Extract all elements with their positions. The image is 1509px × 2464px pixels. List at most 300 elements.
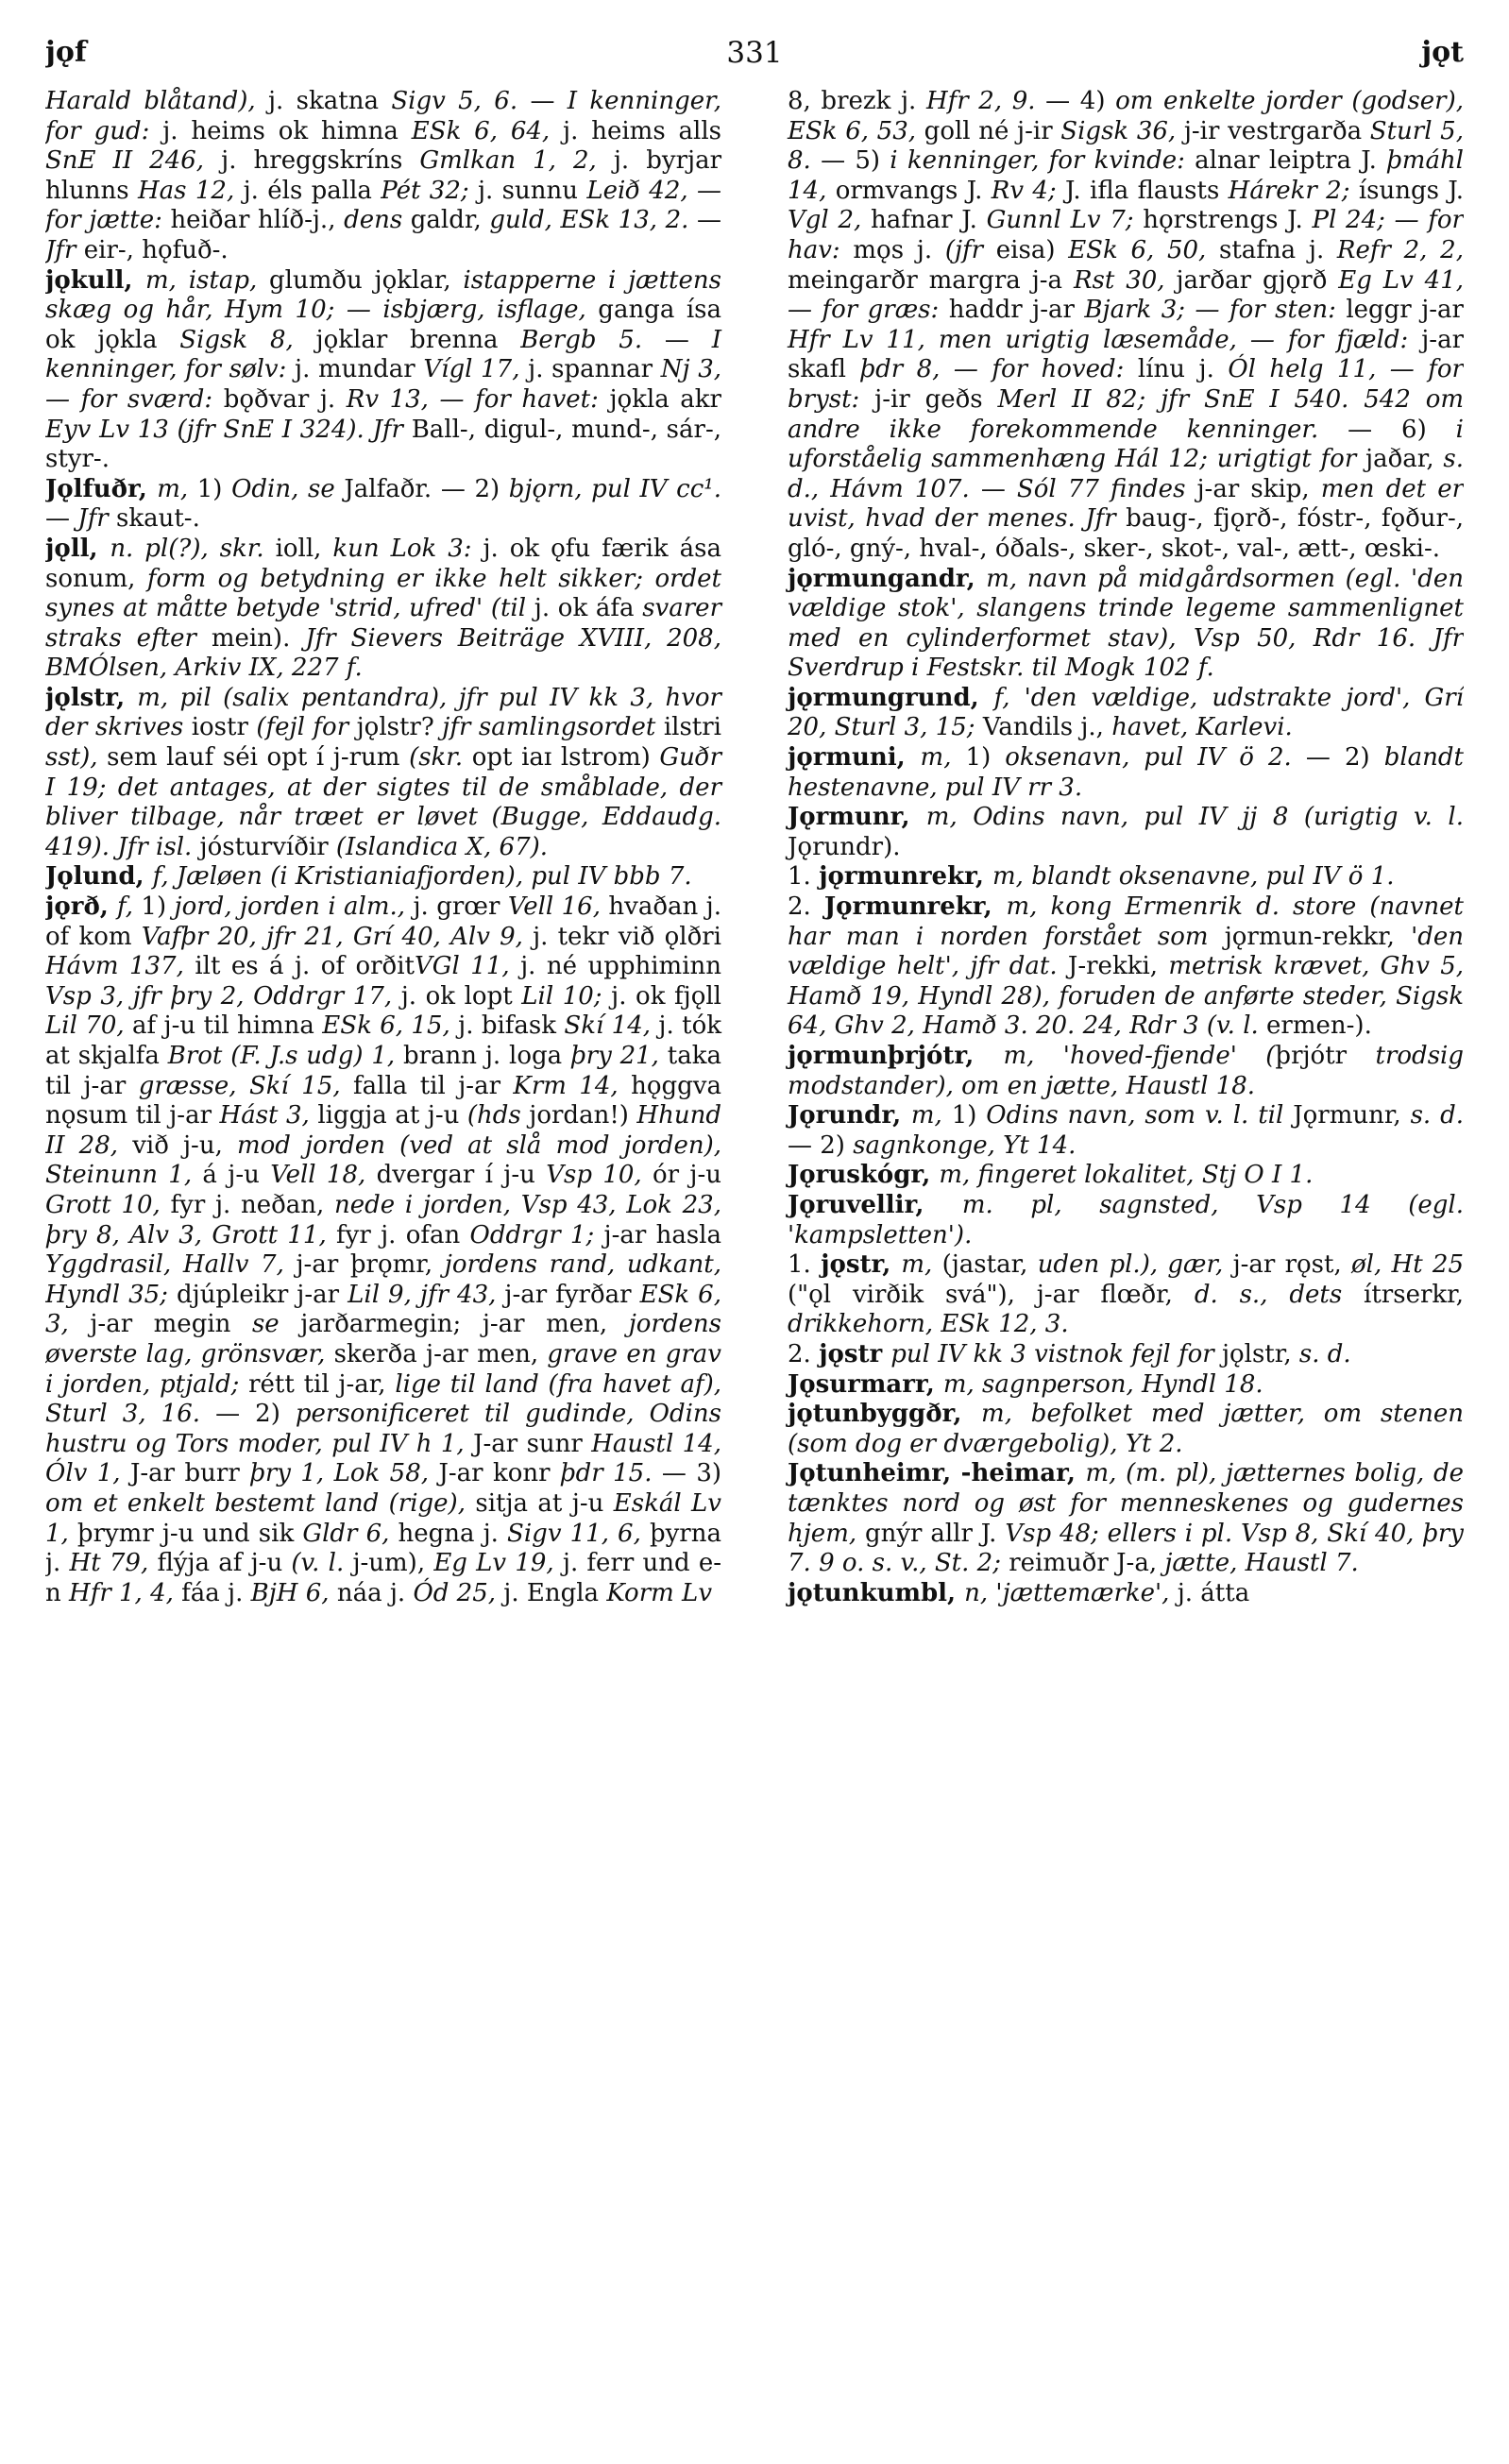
entry-text: Oddrgr 1; (469, 1220, 604, 1249)
entry-text: SnE II 246, (45, 146, 222, 176)
entry-text: drikkehorn, ESk 12, 3. (788, 1310, 1069, 1339)
entry-text: s. d., Hávm 107. (788, 445, 1464, 503)
entry-text: men det er uvist, hvad der menes. Jfr (788, 474, 1464, 534)
entry-text: meingarðr margra j-a (788, 265, 1074, 295)
entry-text: j-ar fyrðar (504, 1280, 640, 1309)
headword: jǫstr (819, 1339, 891, 1368)
dictionary-entry (788, 684, 1464, 743)
entry-text: þyrna j. (45, 1519, 721, 1578)
entry-text: ermen-). (1266, 1011, 1372, 1041)
entry-text: n. pl(?), skr. (110, 534, 276, 563)
entry-text: 1) (196, 474, 232, 503)
entry-text: j-ar megin (90, 1310, 252, 1339)
entry-text: bǫðvar j. (223, 384, 347, 414)
entry-text: þry 1, Lok 58, (249, 1459, 439, 1488)
dictionary-entry (788, 1101, 1464, 1161)
entry-text: j. Engla (503, 1578, 607, 1607)
entry-text: Yggdrasil, Hallv 7, (45, 1250, 297, 1280)
dictionary-entry (788, 1370, 1464, 1401)
headword: Jǫlfuðr, (45, 474, 158, 503)
entry-text: sem lauf séi opt í j-rum (107, 743, 410, 773)
entry-text: BjH 6, (250, 1578, 337, 1607)
entry-text: j-ar skafl (788, 325, 1464, 384)
entry-text: i kenninger, for kvinde: (890, 146, 1195, 176)
entry-text: jaðar, (1365, 445, 1444, 474)
entry-text: m, (901, 1250, 942, 1280)
dictionary-entry (45, 475, 721, 535)
entry-text: Jǫrmunr, (1293, 1101, 1411, 1130)
entry-text: j-ar skip, (1196, 474, 1321, 503)
entry-text: Rst 30, (1073, 265, 1177, 295)
entry-text: ganga ísa ok jǫkla (45, 296, 721, 354)
headword: jǫrmungandr, (788, 564, 987, 593)
entry-text: m. pl, sagnsted, Vsp 14 (egl. 'kampsletten'). (788, 1190, 1464, 1249)
entry-text: bjǫrn, pul IV cc¹. (508, 474, 721, 503)
entry-text: ormvangs J. (835, 176, 992, 205)
entry-text: 1) (965, 743, 1006, 773)
entry-text: Sigsk 36, (1060, 116, 1184, 145)
entry-text: f, Jæløen (i Kristianiafjorden), pul IV bbb 7. (152, 862, 692, 892)
headword: jǫrmuni, (788, 743, 921, 773)
entry-text: Vsp 48; ellers i pl. Vsp 8, Skí 40, þry 7. 9 o. s. v., St. 2; (788, 1519, 1464, 1578)
entry-text: trodsig modstander), om en jætte, Haustl 18. (788, 1042, 1464, 1100)
entry-text: 'den vældige helt', jfr dat. (788, 922, 1464, 981)
entry-text: Rv 4; (991, 176, 1066, 205)
entry-text: j-ir vestrgarða (1183, 116, 1370, 145)
entry-text: glumðu jǫklar, (269, 265, 464, 295)
entry-text: haddr j-ar (948, 296, 1085, 325)
entry-text: ísungs J. (1358, 176, 1464, 205)
dictionary-entry (788, 1191, 1464, 1250)
entry-text: ilt es á j. of orðit (195, 952, 415, 981)
entry-text: Odins navn, som v. l. til (986, 1101, 1294, 1130)
entry-text: j-ir geðs (874, 384, 998, 414)
entry-text: eir-, hǫfuð-. (83, 235, 229, 264)
entry-text: Jfr (45, 235, 84, 264)
entry-text: Hást 3, (219, 1101, 318, 1130)
entry-text: — 2) (1291, 743, 1384, 773)
entry-text: þdr 8, — for hoved: (859, 355, 1138, 384)
entry-text: j. ok lopt (400, 981, 522, 1011)
entry-text: Hfr Lv 11, men urigtig læsemåde, — for fjæld: (788, 325, 1422, 354)
entry-text: (jfr (944, 235, 996, 264)
entry-text: 2. (788, 892, 824, 922)
entry-text: VGl 11, (414, 952, 521, 981)
entry-text: Refr 2, 2, (1336, 235, 1464, 264)
entry-text: m, (920, 743, 966, 773)
entry-text: leggr j-ar (1346, 296, 1464, 325)
entry-text: om et enkelt bestemt land (rige), (45, 1488, 476, 1518)
headword: Jǫrundr, (788, 1101, 911, 1130)
entry-text: skerða j-ar men, (333, 1339, 548, 1368)
entry-text: goll né j-ir (924, 116, 1061, 145)
entry-text: m, befolket med jætter, om stenen (som dog er dværgebolig), Yt 2. (788, 1400, 1464, 1458)
entry-text: Bjark 3; — for sten: (1084, 296, 1347, 325)
entry-text: jordens øverste lag, grönsvær, (45, 1310, 721, 1368)
entry-text: 8, brezk j. (788, 87, 926, 115)
entry-text: náa j. (336, 1578, 414, 1607)
entry-text: jord, jorden i alm., (174, 892, 414, 922)
headword: jǫrmungrund, (788, 683, 994, 712)
entry-text: j. hreggskríns (221, 146, 420, 176)
entry-text: i uforståelig sammenhæng Hál 12; urigtigt for (788, 415, 1464, 474)
entry-text: J. ifla flausts (1065, 176, 1229, 205)
dictionary-entry (45, 266, 721, 475)
entry-text: m, (157, 474, 197, 503)
entry-text: Eskál Lv 1, (45, 1488, 721, 1548)
entry-text: skaut-. (116, 504, 200, 534)
entry-text: j. ferr und e-n (45, 1549, 722, 1607)
entry-text: Lil 9, jfr 43, (348, 1280, 505, 1309)
entry-text: kun Lok 3: (332, 534, 483, 563)
entry-text: Gmlkan 1, 2, (419, 146, 614, 176)
dictionary-page (45, 36, 1464, 2435)
entry-text: — (45, 504, 78, 534)
entry-text: Jalfaðr. — 2) (344, 474, 509, 503)
entry-text: dvergar í j-u (376, 1161, 547, 1190)
entry-text: Harald blåtand), (45, 87, 268, 115)
entry-text: j. né upphiminn (520, 952, 722, 981)
entry-text: iostr (191, 713, 257, 742)
entry-text: Vsp 3, jfr þry 2, Oddrgr 17, (45, 981, 401, 1011)
entry-text: f, 'den vældige, udstrakte jord', Grí 20, Sturl 3, 15; (788, 683, 1464, 742)
entry-text: ESk 6, 3, (45, 1280, 721, 1339)
entry-text: þdr 15. (560, 1459, 653, 1488)
entry-text: j-ar þrǫmr, (296, 1250, 445, 1280)
entry-text: dens (344, 206, 411, 235)
entry-text: metrisk krævet, Ghv 5, Hamð 19, Hyndl 28), foruden de anførte steder, Sigsk 64, Ghv 2, Hamð 3. 20. 24, Rdr 3 (v. l. (788, 952, 1464, 1041)
entry-text: Lil 10; (521, 981, 612, 1011)
entry-text: þrjótr (1275, 1042, 1376, 1070)
entry-text: reimuðr J-a, (1009, 1549, 1165, 1578)
entry-text: Ól helg 11, — for bryst: (788, 355, 1464, 414)
entry-text: j. tekr við ǫlðri (533, 922, 721, 951)
entry-text: Jǫrundr). (788, 832, 901, 861)
entry-text: 1) (141, 892, 175, 922)
entry-text: mein). (211, 623, 306, 653)
entry-text: jǫrmun-rekkr, (1224, 922, 1412, 951)
entry-text: Bergb 5. (520, 325, 643, 354)
entry-text: mod jorden (ved at slå mod jorden), Steinunn 1, (45, 1130, 721, 1190)
entry-text: Eyv Lv 13 (jfr SnE I 324). Jfr (45, 415, 412, 444)
entry-text: (jastar, (941, 1250, 1038, 1280)
entry-text: jǫlstr? (356, 713, 443, 742)
entry-text: Krm 14, (513, 1071, 632, 1100)
dictionary-entry (788, 1400, 1464, 1459)
entry-text: Ht 79, (69, 1549, 158, 1578)
entry-text: Korm Lv (606, 1578, 713, 1607)
entry-text: Ód 25, (413, 1578, 504, 1607)
headword: jǫll, (45, 534, 110, 563)
headword: jǫrmunrekr, (819, 862, 993, 892)
entry-text: Ball-, digul-, mund-, sár-, styr-. (45, 415, 721, 474)
headword: Jǫrmunr, (788, 803, 926, 832)
entry-text: við j-u, (132, 1130, 237, 1160)
entry-text: djúpleikr j-ar (176, 1280, 348, 1309)
entry-text: galdr, (410, 206, 490, 235)
entry-text: græsse, Skí 15, (138, 1071, 354, 1100)
dictionary-entry (788, 862, 1464, 892)
entry-text: fyr j. neðan, (170, 1190, 334, 1219)
dictionary-entry (45, 862, 721, 892)
entry-text: hegna j. (398, 1519, 508, 1548)
entry-text: I kenninger, for gud: (45, 87, 721, 145)
entry-text: uden pl.), gær, (1037, 1250, 1233, 1280)
entry-text: ilstri (663, 713, 721, 742)
headword: Jǫsurmarr, (788, 1369, 943, 1399)
headword: Jǫrmunrekr, (823, 892, 1007, 922)
entry-text: 1. (788, 1250, 822, 1280)
dictionary-entry (788, 892, 1464, 1042)
entry-text: Pl 24; — for hav: (788, 206, 1464, 264)
headword: jǫrmunþrjótr, (788, 1042, 1004, 1070)
entry-text: — 4) (1035, 87, 1116, 115)
headword: jǫtunkumbl, (788, 1578, 965, 1607)
entry-text: svarer straks efter (45, 594, 721, 653)
dictionary-entry (788, 743, 1464, 803)
entry-text: ("ǫl virðik svá"), j-ar flœðr, (788, 1280, 1195, 1309)
headword: jǫstr, (821, 1250, 902, 1280)
entry-text: þry 21, (570, 1042, 668, 1070)
entry-text: j. ok áfa (534, 594, 643, 623)
entry-text: ioll, (275, 534, 333, 563)
entry-text: Vell 16, (507, 892, 609, 922)
header-first-word: jǫf (45, 36, 87, 69)
entry-text: J-ar konr (438, 1459, 560, 1488)
entry-text: øl, Ht 25 (1351, 1250, 1464, 1280)
entry-text: personificeret til gudinde, Odins hustru og Tors moder, pul IV h 1, (45, 1400, 721, 1458)
entry-text: — 2) (200, 1400, 296, 1429)
entry-text: brann j. loga (402, 1042, 570, 1070)
entry-text: J-rekki, (1067, 952, 1169, 981)
entry-text: Grott 10, (45, 1190, 171, 1219)
entry-text: hafnar J. (870, 206, 987, 235)
entry-text: Gunnl Lv 7; (986, 206, 1144, 235)
entry-text: m, istap, (145, 265, 269, 295)
headword: jǫrð, (45, 892, 118, 922)
entry-text: sitja at j-u (475, 1488, 614, 1518)
entry-text: — 6) (1318, 415, 1456, 444)
entry-text: jǫkla akr (609, 384, 721, 414)
entry-text: J-ar sunr (473, 1429, 592, 1458)
entry-text: m, (910, 1101, 952, 1130)
entry-text: á j-u (202, 1161, 271, 1190)
dictionary-entry (788, 803, 1464, 862)
headword: jǫlstr, (45, 683, 138, 712)
entry-text: hvaðan j. of kom (45, 892, 721, 951)
entry-text: (skr. (409, 743, 472, 773)
entry-text: liggja at j-u (317, 1101, 467, 1130)
entry-text: j. ok ǫfu færik ása sonum, (45, 534, 721, 593)
entry-text: Merl II 82; jfr SnE I 540. 542 om andre ikke forekommende kenninger. (788, 384, 1464, 444)
entry-text: — (517, 87, 568, 115)
entry-text: Sól 77 findes (1016, 474, 1197, 503)
entry-text: jósturvíðir (199, 832, 336, 861)
entry-text: Hfr 2, 9. (925, 87, 1036, 115)
entry-text: línu j. (1137, 355, 1229, 384)
entry-text: mǫs j. (853, 235, 945, 264)
entry-text: oksenavn, pul IV ö 2. (1005, 743, 1292, 773)
entry-text: Sigsk 8, (179, 325, 316, 354)
entry-columns (45, 87, 1464, 1608)
entry-text: ítrserkr, (1364, 1280, 1464, 1309)
entry-text: Sigv 5, 6. (391, 87, 518, 115)
entry-text: Jfr (77, 504, 117, 534)
entry-text: Vafþr 20, jfr 21, Grí 40, Alv 9, (141, 922, 534, 951)
dictionary-entry (45, 892, 721, 1608)
headword: jǫkull, (45, 265, 146, 295)
entry-text: 2. (788, 1339, 820, 1368)
entry-text: (Islandica X, 67). (335, 832, 549, 861)
dictionary-entry (788, 1042, 1464, 1101)
dictionary-entry (45, 535, 721, 684)
entry-text: ESk 6, 64, (411, 116, 564, 145)
entry-text: opt iaɪ lstrom) (471, 743, 660, 773)
entry-text: Pét 32; (381, 176, 478, 205)
entry-text: m, blandt oksenavne, pul IV ö 1. (992, 862, 1395, 892)
left-column (45, 87, 721, 1608)
entry-text: s. d. (1298, 1339, 1351, 1368)
entry-text: af j-u til himna (132, 1011, 323, 1041)
entry-text: ESk 6, 15, (322, 1011, 459, 1041)
dictionary-entry (788, 1250, 1464, 1340)
entry-text: Skí 14, (564, 1011, 659, 1041)
entry-text: stafna j. (1219, 235, 1337, 264)
entry-text: istapperne i jættens skæg og hår, Hym 10; — isbjærg, isflage, (45, 265, 721, 325)
entry-text: m, sagnperson, Hyndl 18. (942, 1369, 1263, 1399)
entry-text: falla til j-ar (353, 1071, 514, 1100)
entry-text: Vell 18, (270, 1161, 377, 1190)
entry-text: (fejl for (256, 713, 357, 742)
entry-text: gnýr allr J. (864, 1519, 1006, 1548)
page-header (45, 36, 1464, 87)
entry-text: hǫggva nǫsum til j-ar (45, 1071, 721, 1130)
entry-text: om enkelte jorder (godser), ESk 6, 53, (788, 87, 1464, 145)
entry-text: Sigv 11, 6, (507, 1519, 650, 1548)
entry-text: jætte, Haustl 7. (1164, 1549, 1359, 1578)
entry-text: 1) (951, 1101, 987, 1130)
entry-text: j. grœr (413, 892, 508, 922)
entry-text: Haustl 14, Ólv 1, (45, 1429, 721, 1488)
entry-text: j. ok fjǫll (611, 981, 721, 1011)
entry-text: j. bifask (458, 1011, 565, 1041)
entry-text: j. mundar (295, 355, 424, 384)
entry-text: j. byrjar hlunns (45, 146, 722, 205)
entry-text: j. éls palla (243, 176, 381, 205)
entry-text: flýja af j-u (157, 1549, 292, 1578)
entry-text: pul IV kk 3 vistnok fejl for (890, 1339, 1222, 1368)
dictionary-entry (788, 1459, 1464, 1578)
entry-text: Brot (F. J.s udg) 1, (167, 1042, 403, 1070)
entry-text: taka til j-ar (45, 1042, 722, 1100)
entry-text: m, Odins navn, pul IV jj 8 (urigtig v. l. (925, 803, 1464, 832)
entry-text: jfr samlingsordet (442, 713, 664, 742)
entry-text: j. heims alls (563, 116, 722, 145)
entry-text: Sturl 5, 8. (788, 116, 1464, 176)
dictionary-entry (45, 684, 721, 863)
entry-text: havet, Karlevi. (1111, 713, 1293, 742)
entry-text: — 2) (788, 1130, 854, 1160)
entry-text: alnar leiptra J. (1195, 146, 1387, 176)
entry-text: Hárekr 2; (1228, 176, 1359, 205)
dictionary-entry (45, 87, 721, 266)
entry-text: Guðr I 19; det antages, at der sigtes til de småblade, der bliver tilbage, når træet er løvet (Bugge, Eddaudg. 419). Jfr isl. (45, 743, 722, 861)
entry-text: Vígl 17, (423, 355, 529, 384)
entry-text: sst), (45, 743, 108, 773)
entry-text: j-ar rǫst, (1232, 1250, 1352, 1280)
entry-text: — (642, 325, 712, 354)
dictionary-entry (788, 1579, 1464, 1609)
entry-text: (hds (466, 1101, 530, 1130)
entry-text: J-ar burr (129, 1459, 250, 1488)
entry-text: grave en grav i jorden, ptjald; (45, 1339, 721, 1399)
entry-text: — (688, 206, 722, 235)
entry-text: Eg Lv 41, — for græs: (788, 265, 1464, 325)
entry-text: m, (m. pl), jætternes bolig, de tænktes nord og øst for menneskenes og gudernes hjem, (788, 1459, 1464, 1548)
headword: Jǫruskógr, (788, 1161, 940, 1190)
entry-text: heiðar hlíð-j., (170, 206, 345, 235)
entry-text: I kenninger, for sølv: (45, 325, 721, 384)
headword: Jǫtunheimr, -heimar, (788, 1459, 1086, 1488)
entry-text: j. skatna (267, 87, 392, 115)
entry-text: Hávm 137, (45, 952, 195, 981)
entry-text: Nj 3, — for sværd: (45, 355, 722, 414)
entry-text: m, kong Ermenrik d. store (navnet har man i norden forstået som (788, 892, 1464, 951)
entry-text: fyr j. ofan (336, 1220, 470, 1249)
entry-text: þmáhl 14, (788, 146, 1464, 205)
entry-text: Vsp 10, (546, 1161, 653, 1190)
entry-text: j. spannar (528, 355, 661, 384)
entry-text: f, (117, 892, 142, 922)
entry-text: hǫrstrengs J. (1143, 206, 1313, 235)
dictionary-entry (788, 565, 1464, 684)
entry-text: Hfr 1, 4, (69, 1578, 182, 1607)
entry-text: ór j-u (653, 1161, 722, 1190)
entry-text: þrymr j-u und sik (76, 1519, 303, 1548)
entry-text: m, fingeret lokalitet, Stj O I 1. (939, 1161, 1314, 1190)
entry-text: m, pil (salix pentandra), jfr pul IV kk 3, hvor der skrives (45, 683, 721, 742)
entry-text: jarðar gjǫrð (1176, 265, 1339, 295)
entry-text: se (251, 1310, 301, 1339)
entry-text: Jfr Sievers Beiträge XVIII, 208, BMÓlsen, Arkiv IX, 227 f. (45, 623, 721, 683)
entry-text: — 3) (652, 1459, 721, 1488)
headword: Jǫlund, (45, 862, 153, 892)
entry-text: j. heims ok himna (162, 116, 412, 145)
entry-text: 1. (788, 862, 820, 892)
entry-text: jarðarmegin; j-ar men, (300, 1310, 629, 1339)
entry-text: Odin, se (231, 474, 345, 503)
entry-text: (v. l. (291, 1549, 353, 1578)
entry-text: j. sunnu (477, 176, 587, 205)
entry-text: d. s., dets (1194, 1280, 1365, 1309)
headword: Jǫruvellir, (788, 1190, 962, 1219)
entry-text: m, navn på midgårdsormen (egl. 'den vældige stok', slangens trinde legeme sammenlignet med en cylinderformet stav), Vsp 50, Rdr 16. Jfr Sverdrup i Festskr. til Mogk 102 f. (788, 564, 1464, 683)
entry-text: sagnkonge, Yt 14. (853, 1130, 1077, 1160)
entry-text: — 5) (810, 146, 890, 176)
entry-text: guld, ESk 13, 2. (489, 206, 689, 235)
dictionary-entry (788, 87, 1464, 565)
entry-text: Eg Lv 19, (433, 1549, 563, 1578)
entry-text: jordan!) (529, 1101, 637, 1130)
page-number: 331 (726, 36, 783, 70)
entry-text: — (969, 474, 1017, 503)
entry-text: lige til land (fra havet af), Sturl 3, 16. (45, 1369, 721, 1429)
right-column (788, 87, 1464, 1608)
entry-text: eisa) (995, 235, 1069, 264)
entry-text: blandt hestenavne, pul IV rr 3. (788, 743, 1464, 802)
entry-text: form og betydning er ikke helt sikker; ordet synes at måtte betyde 'strid, ufred' (til (45, 564, 722, 623)
entry-text: Rv 13, — for havet: (346, 384, 610, 414)
